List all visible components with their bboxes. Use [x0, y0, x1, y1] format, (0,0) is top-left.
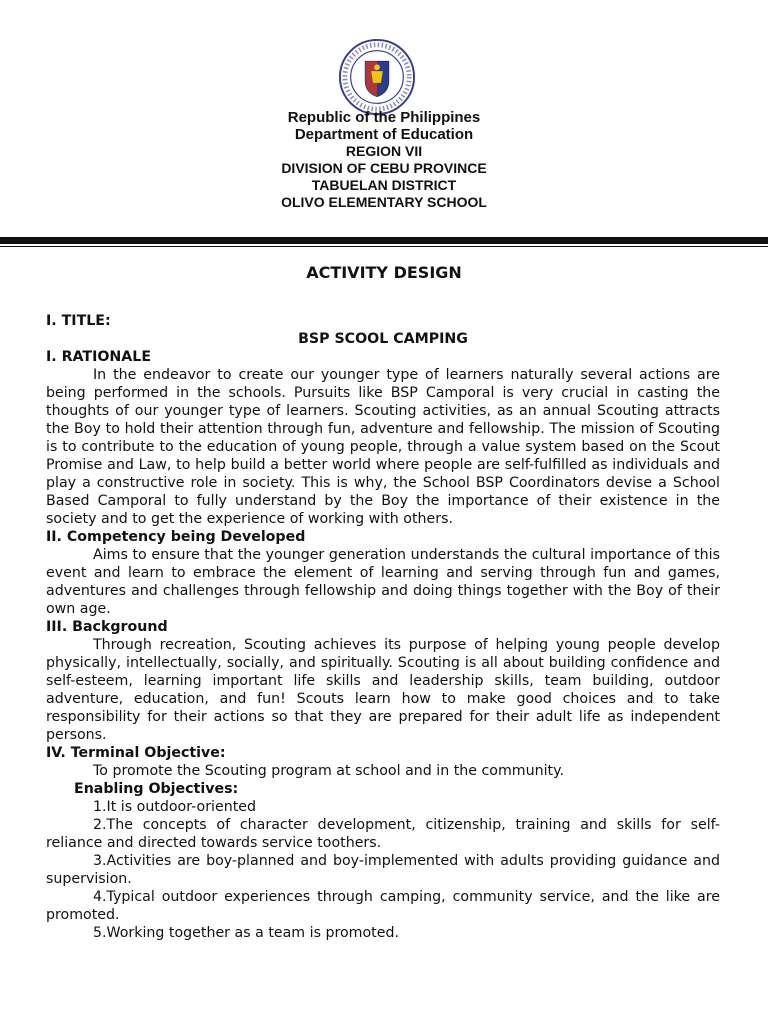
list-item: 2.The concepts of character development, citizenship, training and skills for self-reliance and directed towards service toothers. [46, 817, 720, 851]
header-divider-thin [0, 246, 768, 247]
deped-seal-logo [338, 38, 416, 116]
terminal-objective-heading: IV. Terminal Objective: [46, 745, 226, 761]
list-item: 1.It is outdoor-oriented [93, 799, 257, 815]
list-item: 5.Working together as a team is promoted. [93, 925, 399, 941]
background-paragraph: Through recreation, Scouting achieves its purpose of helping young people develop physically, intellectually, socially, and spiritually. Scouting is all about building confidence and self-esteem, learning important life skills and leadership skills, team building, outdoor adventure, education, and fun! Scouts learn how to make good choices and to take responsibility for their actions so that they are prepared for their adult life as independent persons. [46, 637, 720, 743]
rationale-heading: I. RATIONALE [46, 349, 152, 365]
header-school: OLIVO ELEMENTARY SCHOOL [281, 194, 487, 210]
header-district: TABUELAN DISTRICT [311, 177, 457, 193]
competency-paragraph: Aims to ensure that the younger generation understands the cultural importance of this event and learn to embrace the element of learning and serving through fun and games, adventures and challenges through fellowship and doing things together with the Boy of their own age. [46, 547, 720, 617]
document-body [46, 312, 720, 942]
header-division: DIVISION OF CEBU PROVINCE [281, 160, 487, 176]
header-department: Department of Education [294, 126, 474, 143]
header-republic: Republic of the Philippines [287, 109, 481, 126]
background-heading: III. Background [46, 619, 168, 635]
rationale-paragraph: In the endeavor to create our younger type of learners naturally several actions are being performed in the schools. Pursuits like BSP Camporal is very crucial in casting the thoughts of our younger type of learners. Scouting activities, as an annual Scouting attracts the Boy to hold their attention through fun, adventure and fellowship. The mission of Scouting is to contribute to the education of young people, through a value system based on the Scout Promise and Law, to help build a better world where people are self-fulfilled as individuals and play a constructive role in society. This is why, the School BSP Coordinators devise a School Based Camporal to fully understand by the Boy the importance of their existence in the society and to get the experience of working with others. [46, 367, 720, 527]
title-value: BSP SCOOL CAMPING [298, 331, 468, 347]
title-heading: I. TITLE: [46, 313, 111, 329]
list-item: 3.Activities are boy-planned and boy-implemented with adults providing guidance and supervision. [46, 853, 720, 887]
enabling-objectives-heading: Enabling Objectives: [74, 781, 239, 797]
competency-heading: II. Competency being Developed [46, 529, 306, 545]
terminal-objective-text: To promote the Scouting program at school and in the community. [93, 763, 564, 779]
document-title: ACTIVITY DESIGN [306, 263, 462, 282]
header-region: REGION VII [345, 143, 423, 159]
header-divider-thick [0, 237, 768, 244]
list-item: 4.Typical outdoor experiences through camping, community service, and the like are promoted. [46, 889, 720, 923]
